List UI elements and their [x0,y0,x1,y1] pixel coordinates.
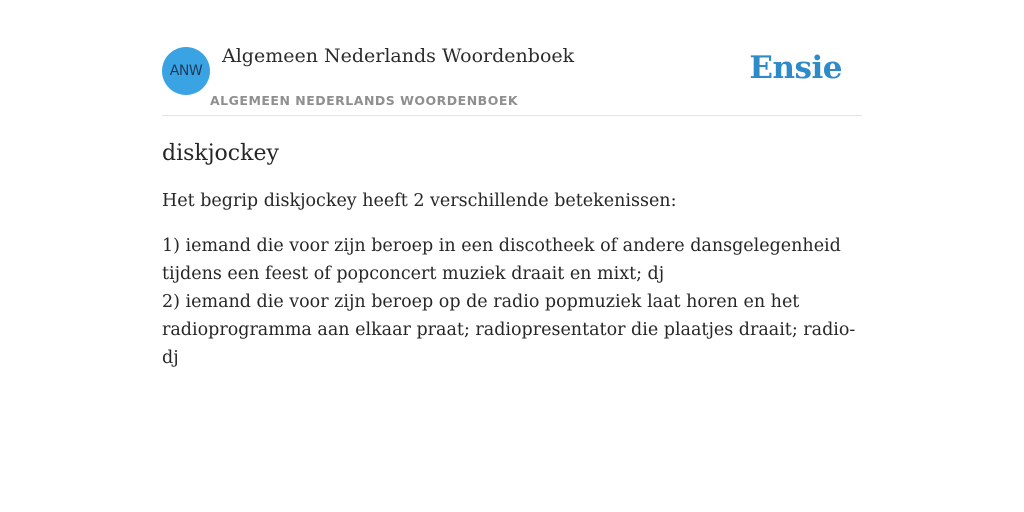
entry-content [162,136,862,372]
logo-text: ANW [169,63,203,79]
site-subtitle: ALGEMEEN NEDERLANDS WOORDENBOEK [210,93,519,108]
entry-term: diskjockey [162,141,279,166]
site-title[interactable]: Algemeen Nederlands Woordenboek [222,45,575,67]
site-header [162,0,862,116]
entry-intro: Het begrip diskjockey heeft 2 verschillende betekenissen: [162,191,677,211]
anw-logo[interactable] [162,47,210,95]
ensie-logo[interactable]: Ensie [749,50,842,86]
definition-item: 2) iemand die voor zijn beroep op de radio popmuziek laat horen en het radioprogramma aan elkaar praat; radiopresentator die plaatjes draait; radio-dj [162,292,856,368]
definition-list [162,232,862,372]
definition-item: 1) iemand die voor zijn beroep in een discotheek of andere dansgelegenheid tijdens een feest of popconcert muziek draait en mixt; dj [162,236,841,284]
